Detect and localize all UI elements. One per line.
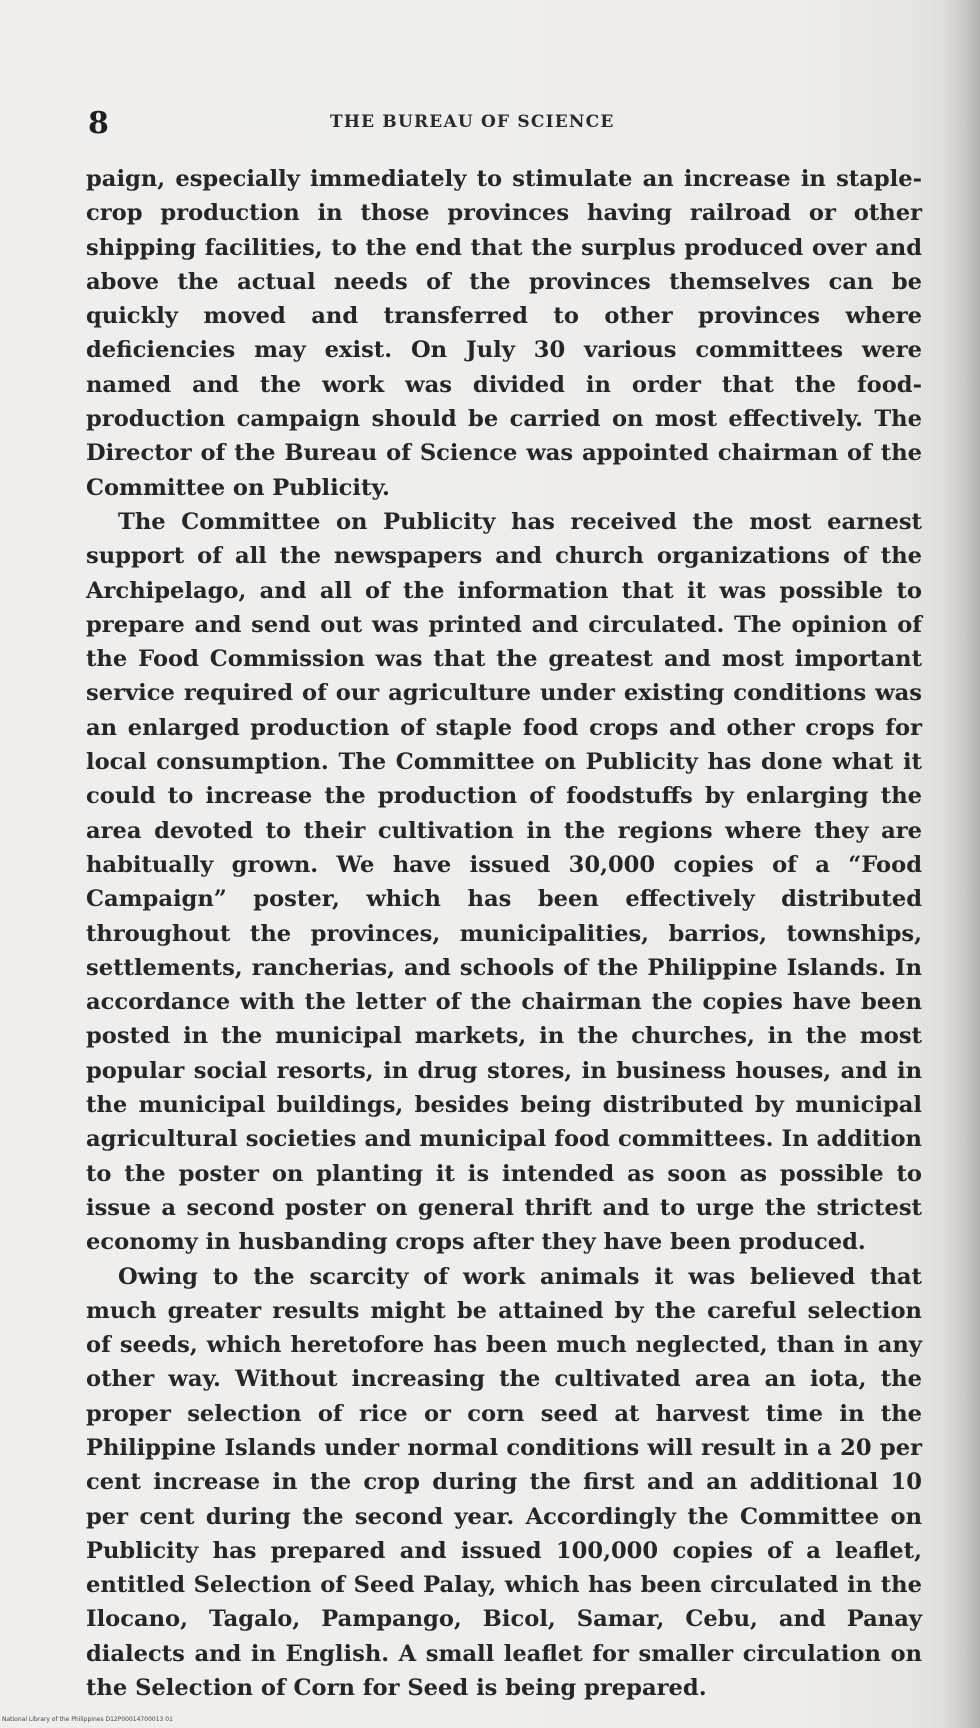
page-edge-shadow <box>942 0 980 1728</box>
paragraph-seed-selection: Owing to the scarcity of work animals it was believed that much greater results might be attained by the careful selection of seeds, which heretofore has been much neglected, than in any other way. Without increasing the cultivated area an iota, the proper selection of rice or corn seed at harvest time in the Philippine Islands under normal conditions will result in a 20 per cent increase in the crop during the first and an additional 10 per cent during the second year. Accordingly the Committee on Publicity has prepared and issued 100,000 copies of a leaflet, entitled Selection of Seed Palay, which has been circulated in the Ilocano, Tagalo, Pampango, Bicol, Samar, Cebu, and Panay dialects and in English. A small leaflet for smaller circulation on the Selection of Corn for Seed is being prepared. <box>86 1263 922 1702</box>
paragraph-committee-publicity: The Committee on Publicity has received the most earnest support of all the newspapers and church organizations of the Archipelago, and all of the information that it was possible to prepare and send out was printed and circulated. The opinion of the Food Commission was that the greatest and most important service required of our agriculture under existing conditions was an enlarged production of staple food crops and other crops for local consumption. The Committee on Publicity has done what it could to increase the production of foodstuffs by enlarging the area devoted to their cultivation in the regions where they are habitually grown. We have issued 30,000 copies of a “Food Campaign” poster, which has been effectively distributed throughout the provinces, municipalities, barrios, townships, settlements, rancherias, and schools of the Philippine Islands. In accordance with the letter of the chairman the copies have been posted in the municipal markets, in the churches, in the most popular social resorts, in drug stores, in business houses, and in the municipal buildings, besides being distributed by municipal agricultural societies and municipal food committees. In addition to the poster on planting it is intended as soon as possible to issue a second poster on general thrift and to urge the strictest economy in husbanding crops after they have been produced. <box>86 508 922 1256</box>
paragraph-continuation: paign, especially immediately to stimulate an increase in staple-crop production in those provinces having railroad or other shipping facilities, to the end that the surplus produced over and above the actual needs of the provinces themselves can be quickly moved and transferred to other provinces where deficiencies may exist. On July 30 various committees were named and the work was divided in order that the food-production campaign should be carried on most effectively. The Director of the Bureau of Science was appointed chairman of the Committee on Publicity. <box>86 166 922 501</box>
page-number: 8 <box>88 106 109 141</box>
body-text <box>86 162 922 1705</box>
archive-stamp: National Library of the Philippines D12P00014700013 01 <box>2 1716 173 1723</box>
running-head: THE BUREAU OF SCIENCE <box>330 112 615 132</box>
page-header <box>88 102 908 142</box>
